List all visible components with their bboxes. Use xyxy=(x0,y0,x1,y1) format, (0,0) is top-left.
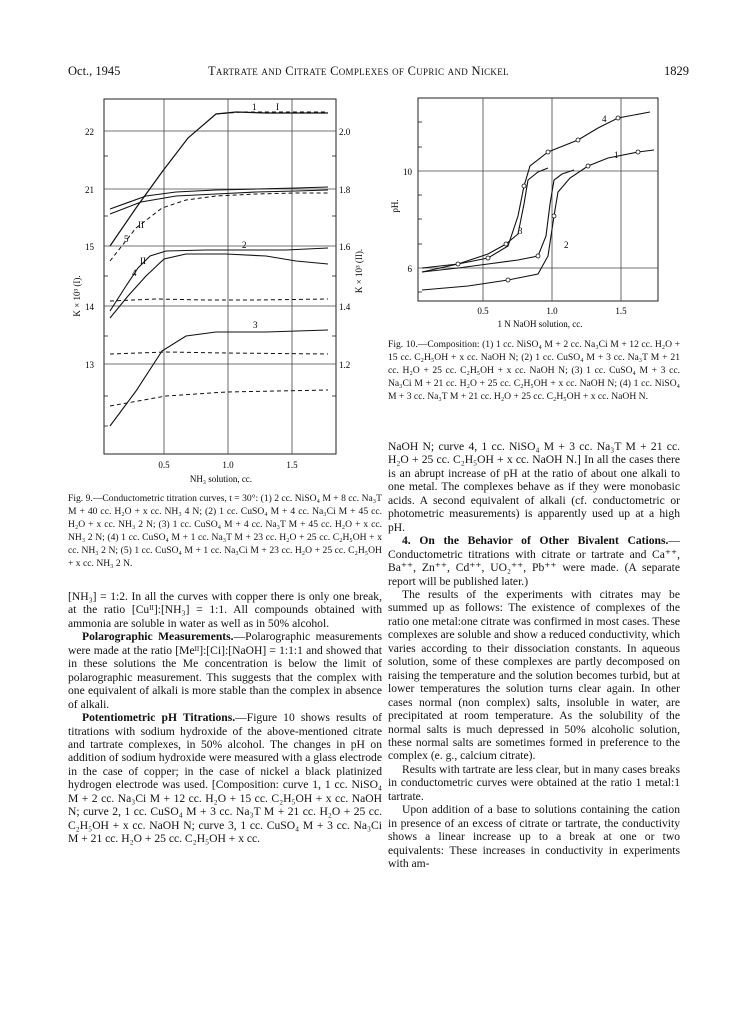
section-heading: Potentiometric pH Titrations. xyxy=(82,711,236,725)
page-number: 1829 xyxy=(664,64,689,78)
vertical-gridlines xyxy=(164,99,292,454)
caption-body: (1) 1 cc. NiSO₄ M + 2 cc. Na₃Ci M + 12 cc. H₂O + 15 cc. C₂H₅OH + x cc. NaOH N; (2) 1 cc. CuSO₄ M + 3 cc. Na₃T M + 21 cc. H₂O + 25 cc. C₂H₅OH + x cc. NaOH N; (3) 1 cc. CuSO₄ M + 3 cc. Na₃Ci M + 21 cc. H₂O + 25 cc. C₂H₅OH + x cc. NaOH N; (4) 1 cc. NiSO₄ M + 3 cc. Na₃T M + 21 cc. H₂O + 25 cc. C₂H₅OH + x cc. NaOH N. xyxy=(388,339,680,402)
curve-label: 3 xyxy=(253,320,258,330)
paragraph-text: —Polarographic measurements were made at the ratio [Meᴵᴵ]:[Ci]:[NaOH] = 1:1:1 and showed that in these solutions the Me concentration is below the limit of polarographic measurement. This suggests that the complex with one equivalent of alkali is more stable than the complex in absence of alkali. xyxy=(68,630,382,711)
curve-label: II xyxy=(140,256,146,266)
x-tick: 1.5 xyxy=(615,306,627,316)
y-right-tick: 1.6 xyxy=(339,242,351,252)
curve-label: 2 xyxy=(242,240,247,250)
curve-4 xyxy=(422,112,650,268)
horizontal-gridlines xyxy=(104,131,336,364)
x-tick: 1.0 xyxy=(222,460,234,470)
paragraph: The results of the experiments with citrates may be summed up as follows: The existence of complexes of the ratio one metal:one citrate was confirmed in most cases. These complexes are soluble and show a reduced conductivity, which varies according to their dissociation constants. In aqueous solution, some of these complexes are partly decomposed on raising the temperature and the solution becomes turbid, but at lower temperatures the solution turns clear again. In other cases normal (non complex) salts, insoluble in water, are precipitated at room temperature. As the solubility of the normal salts is much depressed in 50% alcoholic solution, these normal salts are sometimes formed in preference to the complex (e. g., calcium citrate). xyxy=(388,587,680,763)
figure-10 xyxy=(388,96,678,334)
y-axis-label: pH. xyxy=(390,199,400,213)
y-left-tick: 21 xyxy=(85,185,94,195)
paragraph-text: —Figure 10 shows results of titrations with sodium hydroxide of the above-mentioned citrate and tartrate complexes, in 50% alcohol. The changes in pH on addition of sodium hydroxide were measured with a glass electrode in the case of copper; in the case of nickel a black platinized hydrogen electrode was used. [Composition: curve 1, 1 cc. NiSO₄ M + 2 cc. Na₃Ci M + 12 cc. H₂O + 15 cc. C₂H₅OH + x cc. NaOH N; curve 2, 1 cc. CuSO₄ M + 3 cc. Na₃T M + 21 cc. H₂O + 25 cc. C₂H₅OH + x cc. NaOH N; curve 3, 1 cc. CuSO₄ M + 3 cc. Na₃Ci M + 21 cc. H₂O + 25 cc. C₂H₅OH + x cc. xyxy=(68,711,383,846)
paragraph-potentiometric xyxy=(68,711,382,846)
x-tick: 1.0 xyxy=(546,306,558,316)
y-right-tick: 1.4 xyxy=(339,302,351,312)
paragraph: Results with tartrate are less clear, but in many cases breaks in conductometric curves were obtained at the ratio 1 metal:1 tartrate. xyxy=(388,762,680,803)
figure-9 xyxy=(66,96,386,491)
x-tick: 1.5 xyxy=(286,460,298,470)
caption-title: Fig. 9.—Conductometric titration curves, t = 30°: xyxy=(68,493,259,504)
curve-label: 5 xyxy=(124,234,129,244)
figure-9-plot xyxy=(66,96,386,491)
curve-3-dashed xyxy=(110,352,328,354)
curve-label: 4 xyxy=(132,268,137,278)
paragraph: NaOH N; curve 4, 1 cc. NiSO₄ M + 3 cc. Na₃T M + 21 cc. H₂O + 25 cc. C₂H₅OH + x cc. NaOH N.] In all the cases there is an abrupt increase of pH at the ratio of about one alkali to one metal. The complexes behave as if they were monobasic acids. A second equivalent of alkali (cf. conductometric or photometric measurements) is apparently used up at a high pH. xyxy=(388,440,680,534)
plot-frame xyxy=(418,98,658,301)
y-right-axis-label: K × 10³ (II). xyxy=(354,248,364,294)
paragraph: [NH₃] = 1:2. In all the curves with copper there is only one break, at the ratio [Cuᴵᴵ]:[NH₃] = 1:1. All compounds obtained with ammonia are soluble in water as well as in 50% alcohol. xyxy=(68,590,382,630)
caption-title: Fig. 10.—Composition: xyxy=(388,339,480,350)
y-right-tick: 1.2 xyxy=(339,360,351,370)
paragraph-text: —Conductometric titrations with citrate or tartrate and Ca⁺⁺, Ba⁺⁺, Zn⁺⁺, Cd⁺⁺, UO₂⁺⁺, Pb⁺⁺ were made. (A separate report will be published later.) xyxy=(388,534,680,588)
x-axis-label: 1 N NaOH solution, cc. xyxy=(497,319,583,329)
figure-9-caption xyxy=(68,492,382,570)
figure-10-caption xyxy=(388,338,680,403)
curve-3 xyxy=(422,168,548,272)
gridlines xyxy=(418,98,658,301)
x-tick: 0.5 xyxy=(158,460,170,470)
curve-2 xyxy=(422,170,574,272)
x-axis-label: NH₃ solution, cc. xyxy=(189,474,253,484)
x-tick: 0.5 xyxy=(477,306,489,316)
curve-label: 3 xyxy=(518,226,523,236)
curve-label: II xyxy=(138,220,144,230)
y-left-tick: 15 xyxy=(85,242,94,252)
y-left-axis-label: K × 10³ (I). xyxy=(72,275,82,317)
left-column xyxy=(68,590,382,846)
y-left-tick: 14 xyxy=(85,302,94,312)
y-right-tick: 1.8 xyxy=(339,185,351,195)
curve-label: 1 xyxy=(252,102,257,112)
running-head-title: Tartrate and Citrate Complexes of Cupric and Nickel xyxy=(208,64,509,78)
curve-low-dashed xyxy=(110,390,328,406)
paragraph: Upon addition of a base to solutions containing the cation in presence of an excess of citrate or tartrate, the conductivity shows a linear increase up to a break at one or two equivalents: These increases in conductivity in experiments with am- xyxy=(388,803,680,871)
caption-body: (1) 2 cc. NiSO₄ M + 8 cc. Na₃T M + 40 cc. H₂O + x cc. NH₃ 4 N; (2) 1 cc. CuSO₄ M + 4 cc. Na₃Ci M + 45 cc. H₂O + x cc. NH₃ 2 N; (3) 1 cc. CuSO₄ M + 4 cc. Na₃T M + 45 cc. H₂O + x cc. NH₃ 2 N; (4) 1 cc. CuSO₄ M + 1 cc. Na₃T M + 23 cc. H₂O + 25 cc. C₂H₅OH + x cc. NH₃ 2 N; (5) 1 cc. CuSO₄ M + 1 cc. Na₃Ci M + 23 cc. H₂O + 25 cc. C₂H₅OH + x cc. NH₃ 2 N. xyxy=(68,493,383,569)
curve-label: 4 xyxy=(602,114,607,124)
section-heading: Polarographic Measurements. xyxy=(82,630,234,644)
section-heading: 4. On the Behavior of Other Bivalent Cations. xyxy=(402,534,669,548)
running-head-date: Oct., 1945 xyxy=(68,64,121,78)
y-right-tick: 2.0 xyxy=(339,127,351,137)
curve-II-dashed xyxy=(110,299,328,301)
y-left-tick: 13 xyxy=(85,360,94,370)
figure-10-plot xyxy=(388,96,678,334)
curve-label: I xyxy=(276,102,279,112)
y-left-tick: 22 xyxy=(85,127,94,137)
curve-label: 1 xyxy=(614,150,619,160)
right-column xyxy=(388,440,680,871)
paragraph-bivalent xyxy=(388,534,680,588)
paragraph-polarographic xyxy=(68,630,382,711)
curve-21b xyxy=(110,190,328,214)
curve-3 xyxy=(110,330,328,426)
curve-label: 2 xyxy=(564,240,569,250)
y-tick: 6 xyxy=(407,264,412,274)
y-tick: 10 xyxy=(403,167,412,177)
